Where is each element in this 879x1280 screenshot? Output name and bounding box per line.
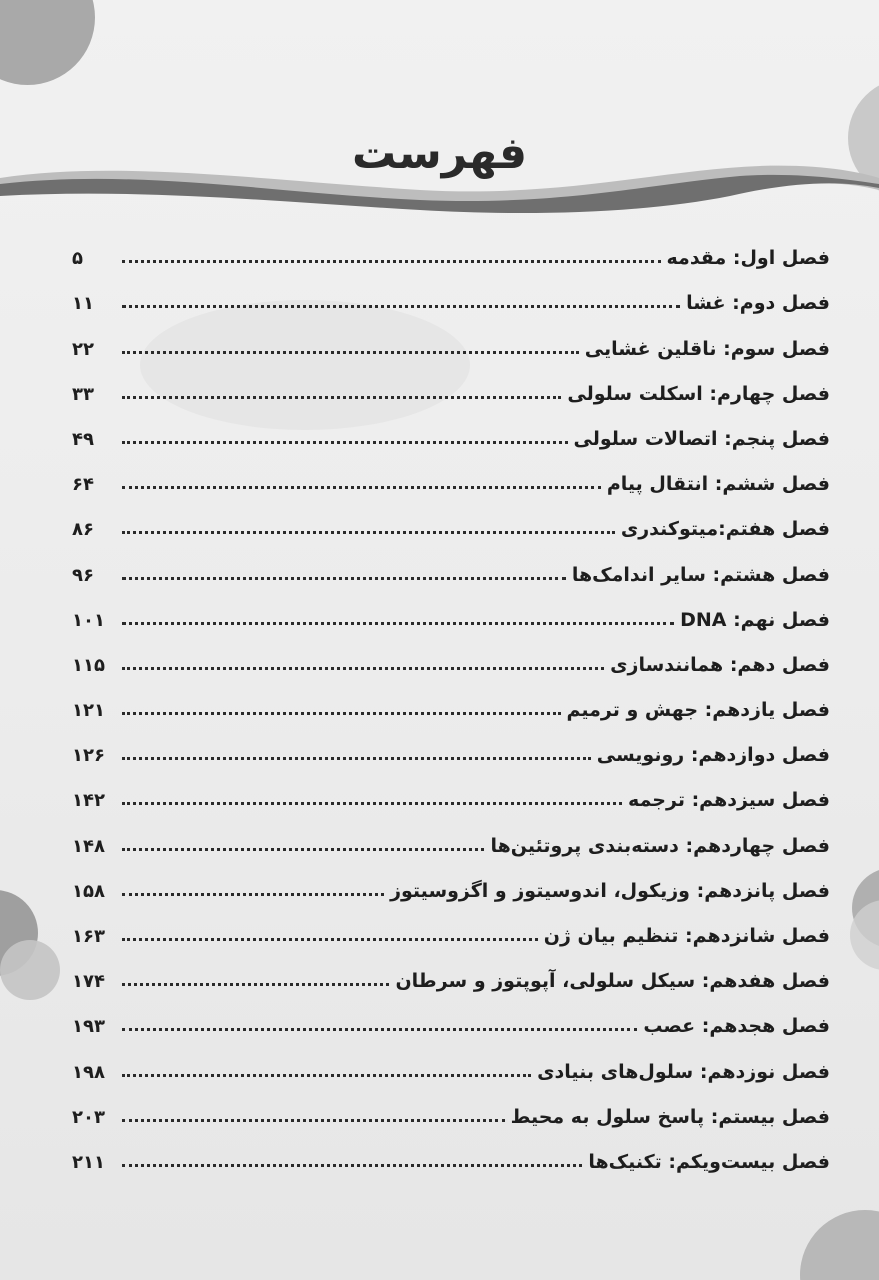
chapter-title: فصل اول: مقدمه — [666, 247, 830, 270]
chapter-title: فصل چهارم: اسکلت سلولی — [567, 382, 830, 405]
chapter-title: فصل ششم: انتقال پیام — [606, 473, 830, 496]
chapter-title: فصل پنجم: اتصالات سلولی — [573, 427, 830, 450]
chapter-title: فصل یازدهم: جهش و ترمیم — [566, 699, 830, 722]
toc-entry — [72, 1089, 830, 1134]
page-number: ۱۱ — [72, 293, 94, 315]
chapter-title: فصل هشتم: سایر اندامک‌ها — [571, 563, 830, 586]
dot-leader — [122, 712, 561, 715]
page-number: ۹۶ — [72, 564, 94, 586]
page-number: ۱۹۳ — [72, 1016, 105, 1038]
page-number: ۳۳ — [72, 383, 94, 405]
chapter-title: فصل نهم: DNA — [680, 608, 830, 631]
page-number: ۱۴۲ — [72, 790, 105, 812]
page-number: ۱۱۵ — [72, 654, 105, 676]
dot-leader — [122, 305, 680, 308]
chapter-title: فصل دهم: همانندسازی — [610, 653, 830, 676]
page-title: فهرست — [351, 128, 528, 179]
page-number: ۱۲۶ — [72, 745, 105, 767]
dot-leader — [122, 441, 568, 444]
toc-entry — [72, 366, 830, 411]
toc-entry — [72, 320, 830, 365]
toc-entry — [72, 727, 830, 772]
chapter-title: فصل هفدهم: سیکل سلولی، آپوپتوز و سرطان — [395, 970, 830, 993]
page-number: ۵ — [72, 248, 83, 270]
dot-leader — [122, 983, 389, 986]
toc-entry — [72, 637, 830, 682]
chapter-title: فصل پانزدهم: وزیکول، اندوسیتوز و اگزوسیتوز — [390, 879, 830, 902]
dot-leader — [122, 622, 674, 625]
page-number: ۱۹۸ — [72, 1061, 105, 1083]
page-number: ۲۰۳ — [72, 1106, 105, 1128]
chapter-title: فصل چهاردهم: دسته‌بندی پروتئین‌ها — [490, 834, 830, 857]
chapter-title: فصل هجدهم: عصب — [643, 1015, 830, 1038]
page-number: ۱۷۴ — [72, 971, 105, 993]
page-number: ۶۴ — [72, 474, 94, 496]
chapter-title: فصل سوم: ناقلین غشایی — [584, 337, 830, 360]
toc-entry — [72, 411, 830, 456]
dot-leader — [122, 577, 566, 580]
dot-leader — [122, 938, 538, 941]
dot-leader — [122, 757, 591, 760]
toc-entry — [72, 1134, 830, 1179]
chapter-title: فصل دوم: غشا — [686, 292, 830, 315]
dot-leader — [122, 802, 622, 805]
toc-entry — [72, 908, 830, 953]
toc-entry — [72, 230, 830, 275]
dot-leader — [122, 1074, 531, 1077]
chapter-title: فصل نوزدهم: سلول‌های بنیادی — [537, 1060, 830, 1083]
table-of-contents — [72, 230, 830, 1179]
chapter-title: فصل بیستم: پاسخ سلول به محیط — [510, 1105, 830, 1128]
toc-entry — [72, 682, 830, 727]
dot-leader — [122, 667, 604, 670]
toc-entry — [72, 592, 830, 637]
toc-entry — [72, 953, 830, 998]
decor-circle-bottom-right — [800, 1210, 879, 1280]
dot-leader — [122, 351, 579, 354]
chapter-title: فصل هفتم:میتوکندری — [620, 518, 830, 541]
page-number: ۱۶۳ — [72, 926, 105, 947]
dot-leader — [122, 848, 484, 851]
page-number: ۸۶ — [72, 519, 94, 541]
chapter-title: فصل شانزدهم: تنظیم بیان ژن — [543, 925, 830, 947]
dot-leader — [122, 1028, 637, 1031]
dot-leader — [122, 260, 661, 263]
decor-circle-left-light — [0, 940, 60, 1000]
toc-entry — [72, 1043, 830, 1088]
toc-entry — [72, 501, 830, 546]
dot-leader — [122, 531, 615, 534]
dot-leader — [122, 893, 384, 896]
dot-leader — [122, 486, 601, 489]
chapter-title: فصل دوازدهم: رونویسی — [596, 744, 830, 767]
toc-entry — [72, 546, 830, 591]
toc-entry — [72, 456, 830, 501]
chapter-title: فصل بیست‌ویکم: تکنیک‌ها — [588, 1150, 830, 1173]
decor-circle-top-left — [0, 0, 95, 85]
page-number: ۱۴۸ — [72, 835, 105, 857]
dot-leader — [122, 1119, 505, 1122]
toc-entry — [72, 817, 830, 862]
toc-entry — [72, 275, 830, 320]
page-number: ۱۲۱ — [72, 700, 105, 722]
page-number: ۲۱۱ — [72, 1151, 105, 1173]
page-number: ۱۰۱ — [72, 609, 105, 631]
page-number: ۱۵۸ — [72, 880, 105, 902]
dot-leader — [122, 396, 561, 399]
page-number: ۴۹ — [72, 428, 94, 450]
title-wave-decoration — [0, 150, 879, 230]
dot-leader — [122, 1164, 582, 1167]
page-number: ۲۲ — [72, 338, 94, 360]
toc-entry — [72, 772, 830, 817]
toc-entry — [72, 998, 830, 1043]
chapter-title: فصل سیزدهم: ترجمه — [628, 789, 830, 812]
toc-entry — [72, 863, 830, 908]
